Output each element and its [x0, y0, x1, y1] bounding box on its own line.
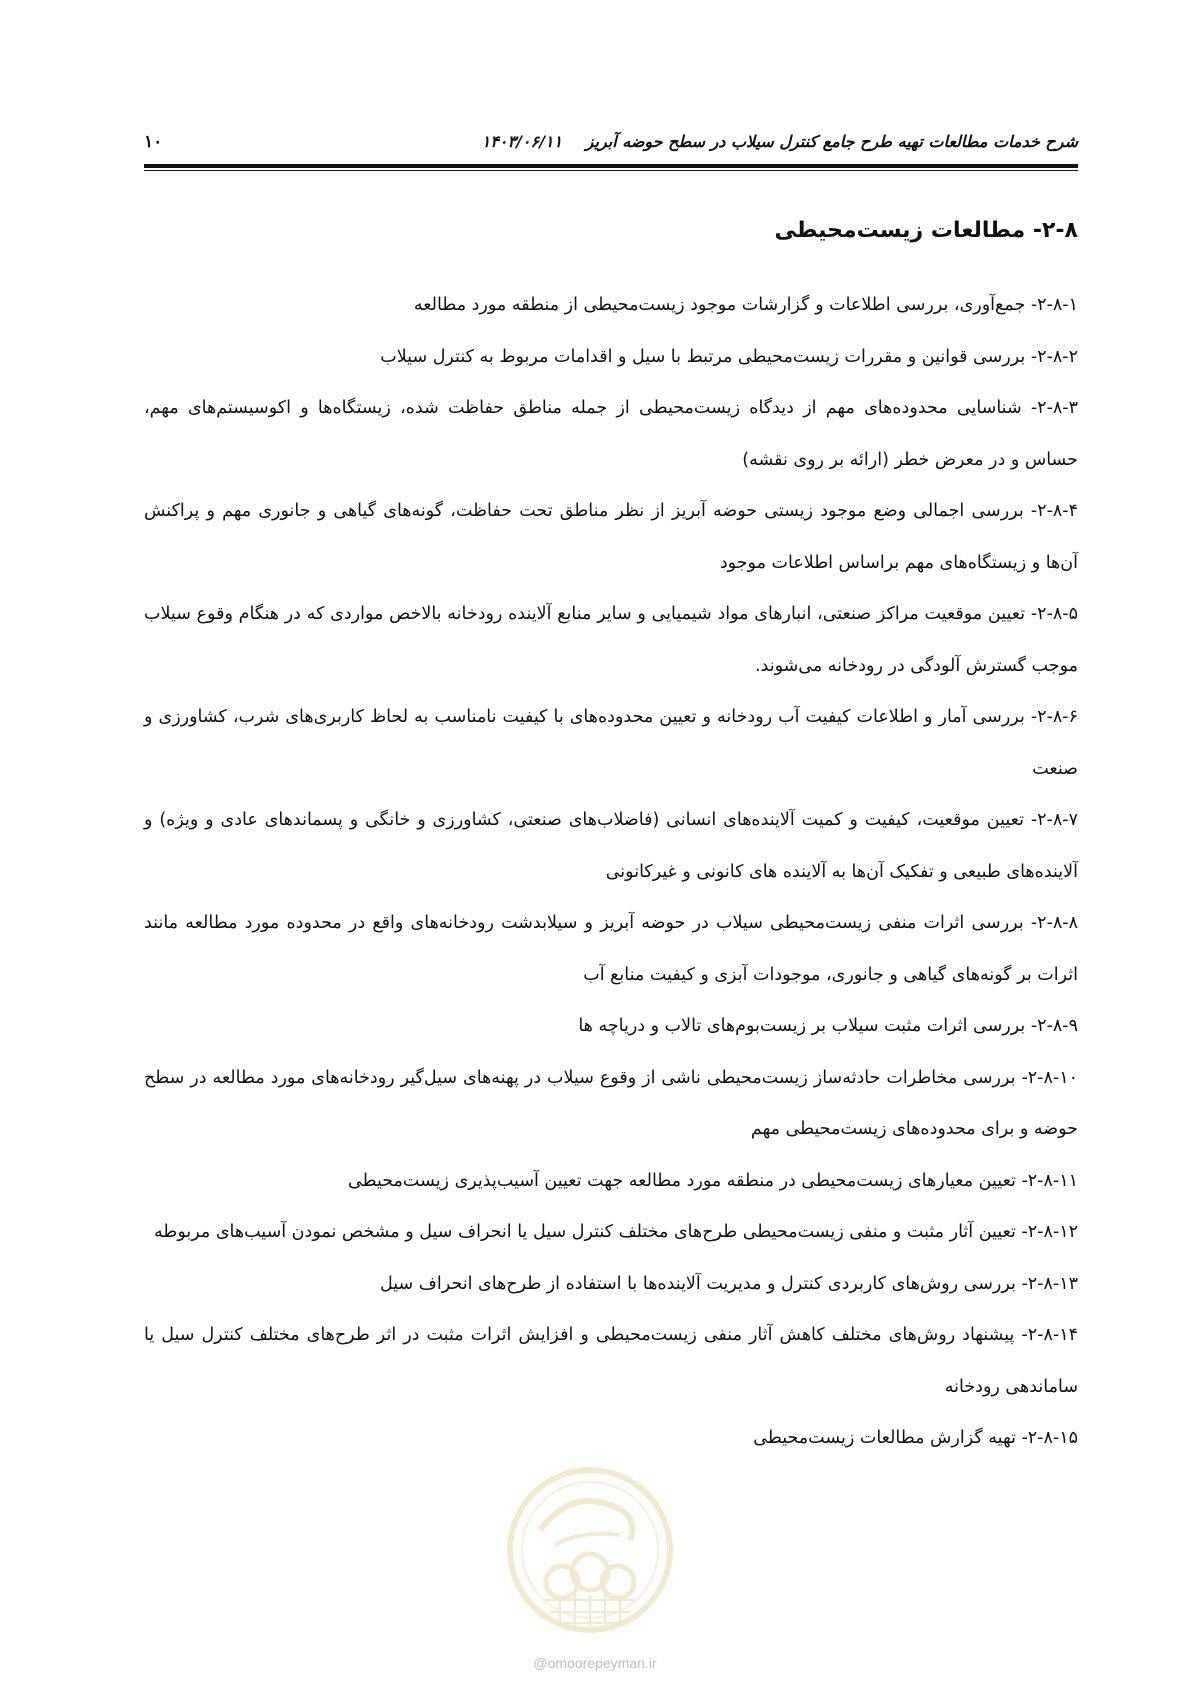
- list-item: ۲-۸-۹- بررسی اثرات مثبت سیلاب بر زیست‌بوم‌های تالاب و دریاچه ها: [578, 1016, 1078, 1036]
- list-item: ۲-۸-۴- بررسی اجمالی وضع موجود زیستی حوضه آبریز از نظر مناطق تحت حفاظت، گونه‌های گیاهی و جانوری مهم و پراکنش آن‌ها و زیستگاه‌های مهم براساس اطلاعات موجود: [144, 501, 1078, 573]
- page-number: ۱۰: [144, 132, 163, 152]
- list-item: ۲-۸-۳- شناسایی محدوده‌های مهم از دیدگاه زیست‌محیطی از جمله مناطق حفاظت شده، زیستگاه‌ها و اکوسیستم‌های مهم، حساس و در معرض خطر (ارائه بر روی نقشه): [144, 398, 1078, 470]
- list-item: ۲-۸-۱۰- بررسی مخاطرات حادثه‌ساز زیست‌محیطی ناشی از وقوع سیلاب در پهنه‌های سیل‌گیر رودخانه‌های مورد مطالعه در سطح حوضه و برای محدوده‌های زیست‌محیطی مهم: [144, 1067, 1078, 1139]
- list-item: ۲-۸-۱۵- تهیه گزارش مطالعات زیست‌محیطی: [753, 1428, 1078, 1448]
- list-item: ۲-۸-۱۲- تعیین آثار مثبت و منفی زیست‌محیطی طرح‌های مختلف کنترل سیل یا انحراف سیل و مشخص نمودن آسیب‌های مربوطه: [154, 1222, 1078, 1242]
- header-rule: [144, 164, 1078, 168]
- list-item: ۲-۸-۱۳- بررسی روش‌های کاربردی کنترل و مدیریت آلاینده‌ها با استفاده از طرح‌های انحراف سیل: [380, 1273, 1078, 1294]
- section-heading: ۲-۸- مطالعات زیست‌محیطی: [774, 218, 1078, 243]
- header-rule-thin: [144, 170, 1078, 171]
- watermark-url: @omoorepeyman.ir: [533, 1655, 657, 1671]
- list-item: ۲-۸-۱۱- تعیین معیارهای زیست‌محیطی در منطقه مورد مطالعه جهت تعیین آسیب‌پذیری زیست‌محیطی: [348, 1170, 1078, 1191]
- page-header: [144, 124, 1078, 164]
- list-item: ۲-۸-۵- تعیین موقعیت مراکز صنعتی، انبارهای مواد شیمیایی و سایر منابع آلاینده رودخانه بالاخص مواردی که در هنگام وقوع سیلاب موجب گسترش آلودگی در رودخانه می‌شوند.: [144, 604, 1078, 676]
- list-item: ۲-۸-۷- تعیین موقعیت، کیفیت و کمیت آلاینده‌های انسانی (فاضلاب‌های صنعتی، کشاورزی و خانگی و پسماندهای عادی و ویژه) و آلاینده‌های طبیعی و تفکیک آن‌ها به آلاینده های کانونی و غیرکانونی: [144, 810, 1078, 882]
- list-item: ۲-۸-۲- بررسی قوانین و مقررات زیست‌محیطی مرتبط با سیل و اقدامات مربوط به کنترل سیلاب: [380, 346, 1078, 367]
- list-item: ۲-۸-۸- بررسی اثرات منفی زیست‌محیطی سیلاب در حوضه آبریز و سیلابدشت رودخانه‌های واقع در محدوده مورد مطالعه مانند اثرات بر گونه‌های گیاهی و جانوری، موجودات آبزی و کیفیت منابع آب: [144, 913, 1078, 985]
- list-item: ۲-۸-۱- جمع‌آوری، بررسی اطلاعات و گزارشات موجود زیست‌محیطی از منطقه مورد مطالعه: [413, 295, 1078, 315]
- list-item: ۲-۸-۱۴- پیشنهاد روش‌های مختلف کاهش آثار منفی زیست‌محیطی و افزایش اثرات مثبت در اثر طرح‌های مختلف کنترل سیل یا ساماندهی رودخانه: [144, 1325, 1078, 1397]
- header-title: [482, 132, 1078, 151]
- header-title-text: شرح خدمات مطالعات تهیه طرح جامع کنترل سیلاب در سطح حوضه آبریز: [585, 132, 1078, 151]
- header-date: ۱۴۰۳/۰۶/۱۱: [481, 132, 563, 151]
- content-body: [144, 280, 1078, 1465]
- list-item: ۲-۸-۶- بررسی آمار و اطلاعات کیفیت آب رودخانه و تعیین محدوده‌های با کیفیت نامناسب به لحاظ کاربری‌های شرب، کشاورزی و صنعت: [144, 707, 1078, 779]
- watermark-logo-icon: [500, 1460, 680, 1660]
